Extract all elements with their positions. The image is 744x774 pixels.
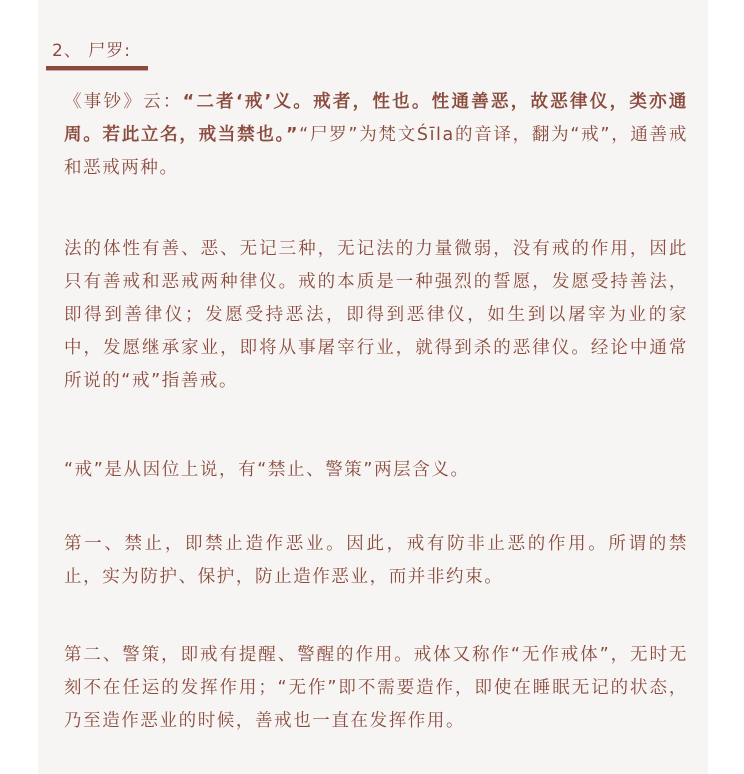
heading-underline-thin xyxy=(46,70,148,71)
definition-text: “尸罗”为梵文Śīla的音译，翻为“戒”，通善戒和恶戒两种。 xyxy=(64,125,688,178)
citation-intro: 《事钞》云： xyxy=(64,92,183,112)
paragraph-definition xyxy=(64,86,688,185)
paragraph-prohibition: 第一、禁止，即禁止造作恶业。因此，戒有防非止恶的作用。所谓的禁止，实为防护、保护，防止造作恶业，而并非约束。 xyxy=(64,534,688,587)
paragraph-two-meanings: “戒”是从因位上说，有“禁止、警策”两层含义。 xyxy=(64,460,470,480)
paragraph-nature-of-precepts: 法的体性有善、恶、无记三种，无记法的力量微弱，没有戒的作用，因此只有善戒和恶戒两种律仪。戒的本质是一种强烈的誓愿，发愿受持善法，即得到善律仪；发愿受持恶法，即得到恶律仪，如生到以屠宰为业的家中，发愿继承家业，即将从事屠宰行业，就得到杀的恶律仪。经论中通常所说的“戒”指善戒。 xyxy=(64,239,688,391)
paragraph-admonition: 第二、警策，即戒有提醒、警醒的作用。戒体又称作“无作戒体”，无时无刻不在任运的发挥作用；“无作”即不需要造作，即使在睡眠无记的状态，乃至造作恶业的时候，善戒也一直在发挥作用。 xyxy=(64,645,688,731)
bold-quote: “二者‘戒’义。戒者，性也。性通善恶，故恶律仪，类亦通周。若此立名，戒当禁也。” xyxy=(64,92,689,145)
section-heading: 2、 尸罗: xyxy=(52,41,131,61)
article-card xyxy=(38,0,708,774)
